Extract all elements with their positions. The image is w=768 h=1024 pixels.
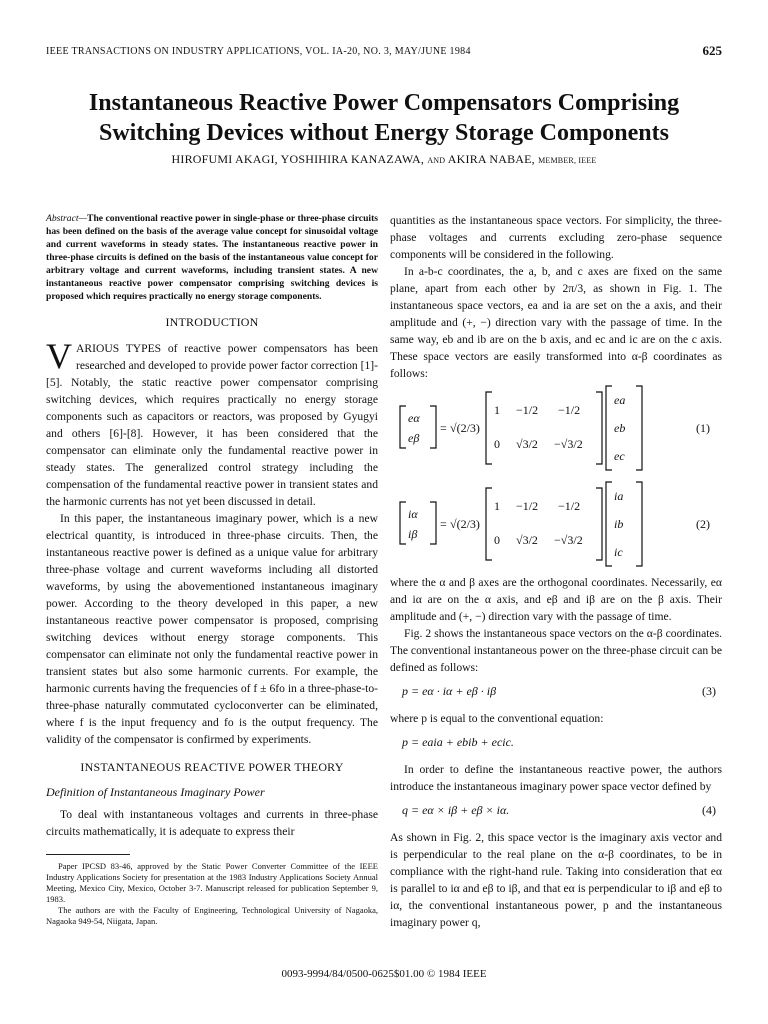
section-heading-introduction: INTRODUCTION <box>165 315 259 329</box>
eq1-r2-c3: −√3/2 <box>554 437 583 451</box>
eq2-coef: √(2/3) <box>450 517 480 531</box>
right-paragraph-1: quantities as the instantaneous space vectors. For simplicity, the three-phase voltages and currents excluding zero-phase sequence components will be considered in the following. <box>390 214 722 261</box>
eq1-lhs-1: eβ <box>408 431 420 445</box>
equation-1-number: (1) <box>696 421 710 435</box>
footnote-2: The authors are with the Faculty of Engineering, Technological University of Nagaoka, Nagaoka 949-54, Niigata, Japan. <box>46 905 378 926</box>
drop-cap: V <box>46 336 72 376</box>
eq1-r1-c3: −1/2 <box>558 403 581 417</box>
eq2-rhs-1: ib <box>614 517 624 531</box>
footnote-rule <box>46 854 130 855</box>
eq1-rhs-1: eb <box>614 421 626 435</box>
author-membership: MEMBER, IEEE <box>538 156 597 165</box>
right-paragraph-6: In order to define the instantaneous reactive power, the authors introduce the instantaneous imaginary power space vector defined by <box>390 763 722 793</box>
eq2-lhs-0: iα <box>408 507 418 521</box>
footnote-1: Paper IPCSD 83-46, approved by the Static Power Converter Committee of the IEEE Industry Applications Society for presentation at the 1983 Industry Applications Society Annual Meeting, Mexico City, Mexico, October 3-7. Manuscript released for publication September 9, 1983. <box>46 861 378 904</box>
theory-paragraph-1: To deal with instantaneous voltages and currents in three-phase circuits mathematically, it is adequate to express their <box>46 808 378 838</box>
equation-1 <box>390 382 722 478</box>
running-header <box>46 43 722 62</box>
eq2-r2-c1: 0 <box>494 533 500 547</box>
equation-2-matrix <box>390 478 722 574</box>
intro-paragraph-1 <box>46 336 378 510</box>
author-names: HIROFUMI AKAGI, YOSHIHIRA KANAZAWA, <box>171 152 425 166</box>
abstract-lead: Abstract— <box>46 213 88 224</box>
paper-title <box>40 88 728 148</box>
svg-text:=: = <box>440 517 447 531</box>
eq1-rhs-0: ea <box>614 393 626 407</box>
eq2-r1-c2: −1/2 <box>516 499 539 513</box>
equation-2-number: (2) <box>696 517 710 531</box>
right-paragraph-3: where the α and β axes are the orthogonal coordinates. Necessarily, eα and iα are on the α axis, and eβ and iβ are on the β axis. Their amplitude and (+, −) direction vary with the passage of time. <box>390 576 722 623</box>
right-paragraph-4: Fig. 2 shows the instantaneous space vectors on the α-β coordinates. The conventional instantaneous power on the three-phase circuit can be defined as follows: <box>390 627 722 674</box>
abstract <box>46 212 378 303</box>
right-paragraph-5: where p is equal to the conventional equation: <box>390 712 604 725</box>
intro-paragraph-2: In this paper, the instantaneous imaginary power, which is a new electrical quantity, is introduced in three-phase circuits. Then, the instantaneous reactive power is defined as a unique value for arbitrary three-phase voltage and current waveforms including all distorted waveforms, by using the abovementioned instantaneous imaginary power. According to the theory developed in this paper, a new instantaneous reactive power compensator is proposed, comprising switching devices without energy storage components. This compensator can eliminate not only the fundamental reactive power in transient states but also some harmonic currents. For example, the harmonic currents having the frequencies of f ± 6fo in a three-phase-to-three-phase naturally commutated cycloconverter can be eliminated, where f is the input frequency and fo is the output frequency. The validity of the compensator is confirmed by experiments. <box>46 512 378 746</box>
title-line-2: Switching Devices without Energy Storage Components <box>99 120 669 146</box>
right-column <box>390 212 722 931</box>
journal-citation: IEEE TRANSACTIONS ON INDUSTRY APPLICATIONS, VOL. IA-20, NO. 3, MAY/JUNE 1984 <box>46 46 471 57</box>
equation-3 <box>390 676 722 710</box>
equation-4-number: (4) <box>702 803 716 817</box>
page-number: 625 <box>702 43 722 58</box>
eq1-r2-c1: 0 <box>494 437 500 451</box>
eq1-r1-c1: 1 <box>494 403 500 417</box>
subsection-heading: Definition of Instantaneous Imaginary Power <box>46 785 265 799</box>
right-paragraph-7: As shown in Fig. 2, this space vector is the imaginary axis vector and is perpendicular to the real plane on the α-β coordinates, to be in compliance with the right-hand rule. Taking into consideration that eα is parallel to iα and eβ to iβ, and that eα is perpendicular to iβ and eβ to iα, the conventional instantaneous power, p and the instantaneous imaginary power q, <box>390 831 722 929</box>
author-last: AKIRA NABAE, <box>447 152 535 166</box>
eq2-r1-c1: 1 <box>494 499 500 513</box>
equation-3-expr: p = eα · iα + eβ · iβ <box>402 684 497 698</box>
equation-4-expr: q = eα × iβ + eβ × iα. <box>402 803 510 817</box>
eq1-r2-c2: √3/2 <box>516 437 538 451</box>
eq2-lhs-1: iβ <box>408 527 418 541</box>
section-heading-theory: INSTANTANEOUS REACTIVE POWER THEORY <box>80 760 344 774</box>
right-paragraph-2: In a-b-c coordinates, the a, b, and c axes are fixed on the same plane, apart from each other by 2π/3, as shown in Fig. 1. The instantaneous space vectors, ea and ia are set on the a axis, and their amplitude and (+, −) direction vary with the passage of time. In the same way, eb and ib are on the b axis, and ec and ic are on the c axis. These space vectors are easily transformed into α-β coordinates as follows: <box>390 265 722 380</box>
copyright-line: 0093-9994/84/0500-0625$01.00 © 1984 IEEE <box>281 968 487 980</box>
equation-1-matrix <box>390 382 722 478</box>
equation-p <box>390 727 722 761</box>
equation-2 <box>390 478 722 574</box>
eq1-lhs-0: eα <box>408 411 420 425</box>
svg-text:=: = <box>440 421 447 435</box>
eq2-r1-c3: −1/2 <box>558 499 581 513</box>
abstract-body: The conventional reactive power in single-phase or three-phase circuits has been defined on the basis of the average value concept for sinusoidal voltage and current waveforms in steady states. The instantaneous reactive power in three-phase circuits is defined on the basis of the instantaneous value concept for arbitrary voltage and current waveforms, including transient states. A new instantaneous reactive power compensator comprising switching devices is proposed which requires practically no energy storage components. <box>46 213 378 302</box>
eq1-rhs-2: ec <box>614 449 625 463</box>
equation-p-expr: p = eaia + ebib + ecic. <box>402 735 514 749</box>
eq1-r1-c2: −1/2 <box>516 403 539 417</box>
eq2-r2-c2: √3/2 <box>516 533 538 547</box>
author-and: AND <box>427 156 446 165</box>
equation-4 <box>390 795 722 829</box>
title-line-1: Instantaneous Reactive Power Compensators Comprising <box>88 90 680 116</box>
author-list <box>40 152 728 167</box>
eq2-rhs-2: ic <box>614 545 623 559</box>
intro-paragraph-1-text: ARIOUS TYPES of reactive power compensators has been researched and developed to provide power factor correction [1]-[5]. Notably, the static reactive power compensator comprising switching devices, which requires practically no energy storage components such as capacitors or reactors, was proposed by Gyugyi and others [6]-[8]. However, it has been considered that the compensator can eliminate only the fundamental reactive power in steady states. The generalized control strategy including the compensation of the fundamental reactive power in transient states and the harmonic currents has not yet been discussed in detail. <box>46 342 378 508</box>
eq2-rhs-0: ia <box>614 489 624 503</box>
eq1-coef: √(2/3) <box>450 421 480 435</box>
eq2-r2-c3: −√3/2 <box>554 533 583 547</box>
left-column <box>46 212 378 927</box>
equation-3-number: (3) <box>702 684 716 698</box>
